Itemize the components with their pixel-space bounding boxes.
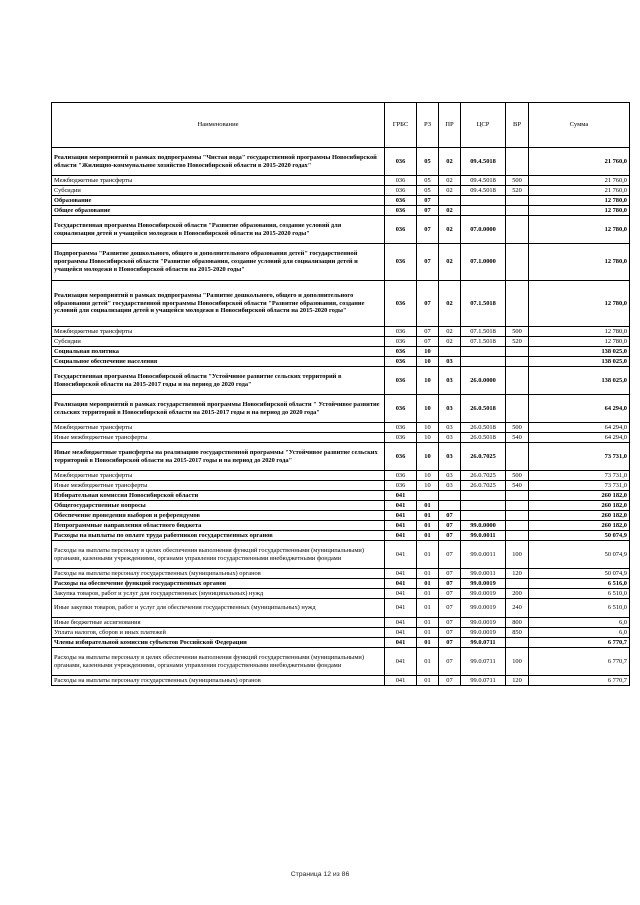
cell-name: Социальная политика xyxy=(52,347,385,357)
cell-pr: 03 xyxy=(439,367,461,395)
cell-csr: 26.0.7025 xyxy=(461,443,506,471)
cell-grbs: 036 xyxy=(385,443,417,471)
cell-vr xyxy=(506,491,529,501)
cell-grbs: 036 xyxy=(385,206,417,216)
cell-grbs: 041 xyxy=(385,541,417,569)
cell-grbs: 036 xyxy=(385,327,417,337)
table-row xyxy=(52,579,630,589)
cell-grbs: 036 xyxy=(385,148,417,176)
cell-rz xyxy=(417,491,439,501)
cell-pr: 07 xyxy=(439,648,461,676)
cell-name: Расходы на выплаты персоналу государственных (муниципальных) органов xyxy=(52,676,385,686)
cell-csr: 26.0.5018 xyxy=(461,395,506,423)
cell-grbs: 036 xyxy=(385,471,417,481)
table-header-row xyxy=(52,103,630,148)
col-header-grbs: ГРБС xyxy=(385,103,417,148)
cell-sum: 12 780,0 xyxy=(529,327,630,337)
cell-vr: 120 xyxy=(506,676,529,686)
cell-sum: 260 182,0 xyxy=(529,511,630,521)
cell-grbs: 041 xyxy=(385,676,417,686)
cell-name: Непрограммные направления областного бюджета xyxy=(52,521,385,531)
cell-grbs: 036 xyxy=(385,281,417,327)
cell-pr: 03 xyxy=(439,423,461,433)
table-row xyxy=(52,357,630,367)
cell-pr: 03 xyxy=(439,433,461,443)
cell-vr xyxy=(506,216,529,244)
cell-sum: 50 074,9 xyxy=(529,531,630,541)
cell-vr xyxy=(506,244,529,281)
cell-name: Межбюджетные трансферты xyxy=(52,176,385,186)
cell-vr xyxy=(506,395,529,423)
cell-vr: 540 xyxy=(506,433,529,443)
cell-name: Межбюджетные трансферты xyxy=(52,327,385,337)
cell-rz: 07 xyxy=(417,206,439,216)
cell-grbs: 041 xyxy=(385,531,417,541)
cell-sum: 21 760,0 xyxy=(529,148,630,176)
cell-grbs: 036 xyxy=(385,481,417,491)
cell-pr: 02 xyxy=(439,186,461,196)
table-row xyxy=(52,471,630,481)
table-row xyxy=(52,676,630,686)
cell-rz: 07 xyxy=(417,244,439,281)
cell-name: Избирательная комиссия Новосибирской области xyxy=(52,491,385,501)
cell-sum: 6 770,7 xyxy=(529,648,630,676)
cell-pr: 07 xyxy=(439,569,461,579)
cell-sum: 6 516,0 xyxy=(529,579,630,589)
cell-grbs: 041 xyxy=(385,521,417,531)
cell-vr: 500 xyxy=(506,327,529,337)
cell-rz: 05 xyxy=(417,186,439,196)
cell-sum: 64 294,0 xyxy=(529,433,630,443)
cell-grbs: 036 xyxy=(385,196,417,206)
cell-csr: 26.0.5018 xyxy=(461,423,506,433)
cell-vr: 500 xyxy=(506,471,529,481)
cell-vr: 100 xyxy=(506,541,529,569)
cell-csr xyxy=(461,501,506,511)
col-header-vr: ВР xyxy=(506,103,529,148)
col-header-csr: ЦСР xyxy=(461,103,506,148)
table-row xyxy=(52,337,630,347)
cell-csr xyxy=(461,206,506,216)
cell-pr: 03 xyxy=(439,481,461,491)
cell-rz: 05 xyxy=(417,148,439,176)
cell-grbs: 036 xyxy=(385,337,417,347)
cell-name: Межбюджетные трансферты xyxy=(52,471,385,481)
cell-vr xyxy=(506,347,529,357)
cell-vr xyxy=(506,521,529,531)
cell-sum: 6,0 xyxy=(529,628,630,638)
table-row xyxy=(52,176,630,186)
cell-csr: 99.0.0019 xyxy=(461,599,506,618)
cell-rz: 10 xyxy=(417,367,439,395)
cell-csr xyxy=(461,511,506,521)
cell-pr: 07 xyxy=(439,628,461,638)
cell-grbs: 036 xyxy=(385,395,417,423)
cell-sum: 64 294,0 xyxy=(529,395,630,423)
cell-pr: 03 xyxy=(439,395,461,423)
table-row xyxy=(52,186,630,196)
cell-grbs: 036 xyxy=(385,423,417,433)
cell-csr: 09.4.5018 xyxy=(461,148,506,176)
cell-sum: 138 025,0 xyxy=(529,347,630,357)
cell-grbs: 041 xyxy=(385,599,417,618)
cell-vr xyxy=(506,443,529,471)
cell-name: Иные бюджетные ассигнования xyxy=(52,618,385,628)
cell-pr: 02 xyxy=(439,176,461,186)
cell-rz: 01 xyxy=(417,599,439,618)
cell-grbs: 041 xyxy=(385,618,417,628)
table-row xyxy=(52,599,630,618)
cell-rz: 01 xyxy=(417,589,439,599)
cell-sum: 64 294,0 xyxy=(529,423,630,433)
cell-pr: 07 xyxy=(439,638,461,648)
cell-pr xyxy=(439,491,461,501)
cell-grbs: 036 xyxy=(385,433,417,443)
cell-grbs: 036 xyxy=(385,176,417,186)
cell-rz: 07 xyxy=(417,337,439,347)
cell-pr: 07 xyxy=(439,589,461,599)
cell-rz: 05 xyxy=(417,176,439,186)
cell-csr: 99.0.0011 xyxy=(461,569,506,579)
cell-sum: 21 760,0 xyxy=(529,176,630,186)
cell-sum: 138 025,0 xyxy=(529,367,630,395)
cell-sum: 12 780,0 xyxy=(529,196,630,206)
cell-vr xyxy=(506,531,529,541)
cell-sum: 73 731,0 xyxy=(529,443,630,471)
cell-pr: 02 xyxy=(439,337,461,347)
cell-pr: 02 xyxy=(439,327,461,337)
cell-rz: 01 xyxy=(417,511,439,521)
table-row xyxy=(52,206,630,216)
cell-name: Государственная программа Новосибирской области "Устойчивое развитие сельских территорий в Новосибирской области на 2015-2017 годы и на период до 2020 года" xyxy=(52,367,385,395)
cell-rz: 07 xyxy=(417,196,439,206)
cell-vr xyxy=(506,638,529,648)
cell-csr: 07.0.0000 xyxy=(461,216,506,244)
cell-grbs: 041 xyxy=(385,628,417,638)
table-row xyxy=(52,148,630,176)
cell-grbs: 041 xyxy=(385,589,417,599)
cell-vr xyxy=(506,357,529,367)
table-row xyxy=(52,501,630,511)
table-row xyxy=(52,244,630,281)
cell-pr: 02 xyxy=(439,206,461,216)
cell-pr: 03 xyxy=(439,471,461,481)
cell-vr: 520 xyxy=(506,337,529,347)
cell-rz: 01 xyxy=(417,648,439,676)
cell-sum: 12 780,0 xyxy=(529,337,630,347)
cell-sum: 50 074,9 xyxy=(529,569,630,579)
cell-name: Члены избирательной комиссии субъектов Российской Федерации xyxy=(52,638,385,648)
cell-vr: 200 xyxy=(506,589,529,599)
table-row xyxy=(52,521,630,531)
cell-pr: 02 xyxy=(439,281,461,327)
cell-name: Образование xyxy=(52,196,385,206)
cell-csr: 99.0.0011 xyxy=(461,541,506,569)
cell-rz: 01 xyxy=(417,618,439,628)
cell-csr: 07.1.5018 xyxy=(461,281,506,327)
cell-vr xyxy=(506,281,529,327)
cell-csr: 07.1.5018 xyxy=(461,327,506,337)
cell-pr: 07 xyxy=(439,676,461,686)
table-row xyxy=(52,395,630,423)
cell-csr: 09.4.5018 xyxy=(461,186,506,196)
cell-csr: 99.0.0019 xyxy=(461,589,506,599)
cell-sum: 12 780,0 xyxy=(529,216,630,244)
table-row xyxy=(52,628,630,638)
cell-pr: 07 xyxy=(439,618,461,628)
col-header-sum: Сумма xyxy=(529,103,630,148)
cell-pr xyxy=(439,347,461,357)
cell-rz: 07 xyxy=(417,327,439,337)
cell-vr: 800 xyxy=(506,618,529,628)
cell-sum: 260 182,0 xyxy=(529,491,630,501)
cell-csr: 26.0.7025 xyxy=(461,481,506,491)
cell-csr: 99.0.0019 xyxy=(461,579,506,589)
cell-name: Межбюджетные трансферты xyxy=(52,423,385,433)
table-row xyxy=(52,327,630,337)
cell-csr: 26.0.0000 xyxy=(461,367,506,395)
budget-table xyxy=(51,102,630,686)
cell-vr xyxy=(506,501,529,511)
cell-rz: 01 xyxy=(417,628,439,638)
cell-vr xyxy=(506,579,529,589)
cell-sum: 138 025,0 xyxy=(529,357,630,367)
cell-rz: 10 xyxy=(417,433,439,443)
cell-rz: 10 xyxy=(417,481,439,491)
table-row xyxy=(52,569,630,579)
cell-vr: 100 xyxy=(506,648,529,676)
cell-grbs: 041 xyxy=(385,511,417,521)
cell-name: Иные межбюджетные трансферты xyxy=(52,433,385,443)
cell-name: Иные межбюджетные трансферты xyxy=(52,481,385,491)
cell-grbs: 041 xyxy=(385,569,417,579)
cell-rz: 07 xyxy=(417,281,439,327)
cell-vr: 540 xyxy=(506,481,529,491)
cell-vr: 520 xyxy=(506,186,529,196)
cell-rz: 10 xyxy=(417,471,439,481)
cell-pr: 07 xyxy=(439,541,461,569)
cell-pr: 02 xyxy=(439,216,461,244)
cell-csr xyxy=(461,196,506,206)
cell-vr xyxy=(506,196,529,206)
cell-csr xyxy=(461,357,506,367)
cell-csr xyxy=(461,491,506,501)
cell-name: Уплата налогов, сборов и иных платежей xyxy=(52,628,385,638)
cell-rz: 10 xyxy=(417,423,439,433)
budget-table-page xyxy=(51,102,629,686)
cell-grbs: 036 xyxy=(385,186,417,196)
table-body xyxy=(52,148,630,686)
cell-vr: 500 xyxy=(506,176,529,186)
cell-sum: 12 780,0 xyxy=(529,244,630,281)
cell-pr: 07 xyxy=(439,599,461,618)
cell-pr: 02 xyxy=(439,148,461,176)
cell-vr: 240 xyxy=(506,599,529,618)
cell-name: Иные закупки товаров, работ и услуг для обеспечения государственных (муниципальных) нужд xyxy=(52,599,385,618)
cell-grbs: 036 xyxy=(385,367,417,395)
cell-pr: 07 xyxy=(439,511,461,521)
cell-name: Расходы на выплаты персоналу государственных (муниципальных) органов xyxy=(52,569,385,579)
cell-rz: 01 xyxy=(417,676,439,686)
cell-sum: 260 182,0 xyxy=(529,521,630,531)
cell-sum: 21 760,0 xyxy=(529,186,630,196)
table-row xyxy=(52,541,630,569)
cell-rz: 10 xyxy=(417,395,439,423)
table-row xyxy=(52,367,630,395)
cell-name: Обеспечение проведения выборов и референдумов xyxy=(52,511,385,521)
cell-name: Закупка товаров, работ и услуг для государственных (муниципальных) нужд xyxy=(52,589,385,599)
cell-name: Расходы на выплаты по оплате труда работников государственных органов xyxy=(52,531,385,541)
cell-sum: 6 770,7 xyxy=(529,676,630,686)
table-row xyxy=(52,481,630,491)
cell-csr: 26.0.5018 xyxy=(461,433,506,443)
cell-name: Расходы на обеспечение функций государственных органов xyxy=(52,579,385,589)
cell-name: Субсидии xyxy=(52,186,385,196)
col-header-name: Наименование xyxy=(52,103,385,148)
cell-sum: 6 510,0 xyxy=(529,589,630,599)
cell-rz: 10 xyxy=(417,347,439,357)
cell-grbs: 036 xyxy=(385,347,417,357)
cell-grbs: 036 xyxy=(385,357,417,367)
cell-csr: 07.1.5018 xyxy=(461,337,506,347)
cell-sum: 73 731,0 xyxy=(529,471,630,481)
cell-rz: 10 xyxy=(417,357,439,367)
table-row xyxy=(52,491,630,501)
cell-vr: 500 xyxy=(506,423,529,433)
cell-rz: 10 xyxy=(417,443,439,471)
cell-vr: 850 xyxy=(506,628,529,638)
cell-pr: 03 xyxy=(439,357,461,367)
cell-csr: 99.0.0711 xyxy=(461,676,506,686)
cell-csr: 99.0.0000 xyxy=(461,521,506,531)
cell-grbs: 041 xyxy=(385,501,417,511)
cell-csr: 07.1.0000 xyxy=(461,244,506,281)
cell-sum: 6,0 xyxy=(529,618,630,628)
cell-csr: 99.0.0711 xyxy=(461,638,506,648)
cell-csr: 99.0.0011 xyxy=(461,531,506,541)
table-row xyxy=(52,648,630,676)
table-row xyxy=(52,347,630,357)
cell-name: Реализация мероприятий в рамках подпрограммы "Развитие дошкольного, общего и дополнительного образования детей" государственной программы Новосибирской области "Развитие образования, создание условий для социализации детей и учащейся молодежи в Новосибирской области на 2015-2020 годы" xyxy=(52,281,385,327)
table-row xyxy=(52,281,630,327)
cell-pr: 02 xyxy=(439,244,461,281)
cell-rz: 01 xyxy=(417,569,439,579)
cell-vr xyxy=(506,148,529,176)
page-number: Страница 12 из 86 xyxy=(290,871,350,878)
cell-vr xyxy=(506,511,529,521)
table-row xyxy=(52,531,630,541)
cell-sum: 260 182,0 xyxy=(529,501,630,511)
cell-name: Общее образование xyxy=(52,206,385,216)
cell-sum: 73 731,0 xyxy=(529,481,630,491)
table-row xyxy=(52,196,630,206)
cell-grbs: 041 xyxy=(385,579,417,589)
table-row xyxy=(52,638,630,648)
cell-csr: 26.0.7025 xyxy=(461,471,506,481)
cell-name: Расходы на выплаты персоналу в целях обеспечения выполнения функций государственными (муниципальными) органами, казенными учреждениями, органами управления государственными внебюджетными фондами xyxy=(52,648,385,676)
cell-sum: 12 780,0 xyxy=(529,281,630,327)
cell-name: Расходы на выплаты персоналу в целях обеспечения выполнения функций государственными (муниципальными) органами, казенными учреждениями, органами управления государственными внебюджетными фондами xyxy=(52,541,385,569)
cell-name: Подпрограмма "Развитие дошкольного, общего и дополнительного образования детей" государственной программы Новосибирской области "Развитие образования, создание условий для социализации детей и учащейся молодежи в Новосибирской области на 2015-2020 годы" xyxy=(52,244,385,281)
cell-rz: 01 xyxy=(417,541,439,569)
table-row xyxy=(52,423,630,433)
cell-grbs: 041 xyxy=(385,638,417,648)
cell-csr xyxy=(461,347,506,357)
table-row xyxy=(52,589,630,599)
cell-rz: 07 xyxy=(417,216,439,244)
cell-grbs: 036 xyxy=(385,216,417,244)
table-row xyxy=(52,216,630,244)
cell-csr: 99.0.0019 xyxy=(461,628,506,638)
table-row xyxy=(52,443,630,471)
cell-name: Реализация мероприятий в рамках подпрограммы "Чистая вода" государственной программы Новосибирской области "Жилищно-коммунальное хозяйство Новосибирской области в 2015-2020 годах" xyxy=(52,148,385,176)
cell-grbs: 041 xyxy=(385,648,417,676)
cell-rz: 01 xyxy=(417,638,439,648)
cell-name: Государственная программа Новосибирской области "Развитие образования, создание условий для социализации детей и учащейся молодежи в Новосибирской области на 2015-2020 годы" xyxy=(52,216,385,244)
cell-name: Иные межбюджетные трансферты на реализацию государственной программы "Устойчивое развитие сельских территорий в Новосибирской области на 2015-2017 годы и на период до 2020 года" xyxy=(52,443,385,471)
cell-rz: 01 xyxy=(417,531,439,541)
cell-name: Общегосударственные вопросы xyxy=(52,501,385,511)
cell-pr: 07 xyxy=(439,579,461,589)
cell-pr xyxy=(439,501,461,511)
cell-grbs: 041 xyxy=(385,491,417,501)
cell-sum: 50 074,9 xyxy=(529,541,630,569)
cell-rz: 01 xyxy=(417,521,439,531)
cell-csr: 99.0.0019 xyxy=(461,618,506,628)
cell-pr: 03 xyxy=(439,443,461,471)
cell-csr: 99.0.0711 xyxy=(461,648,506,676)
cell-grbs: 036 xyxy=(385,244,417,281)
cell-vr xyxy=(506,367,529,395)
table-row xyxy=(52,433,630,443)
cell-vr xyxy=(506,206,529,216)
cell-name: Реализация мероприятий в рамках государственной программы Новосибирской области " Устойчивое развитие сельских территорий в Новосибирской области на 2015-2017 годы и на период до 2020 года" xyxy=(52,395,385,423)
cell-pr xyxy=(439,196,461,206)
cell-sum: 6 770,7 xyxy=(529,638,630,648)
cell-sum: 6 510,0 xyxy=(529,599,630,618)
table-row xyxy=(52,618,630,628)
cell-csr: 09.4.5018 xyxy=(461,176,506,186)
cell-rz: 01 xyxy=(417,579,439,589)
cell-vr: 120 xyxy=(506,569,529,579)
cell-sum: 12 780,0 xyxy=(529,206,630,216)
cell-name: Социальное обеспечение населения xyxy=(52,357,385,367)
cell-rz: 01 xyxy=(417,501,439,511)
cell-pr: 07 xyxy=(439,521,461,531)
cell-pr: 07 xyxy=(439,531,461,541)
col-header-rz: РЗ xyxy=(417,103,439,148)
table-row xyxy=(52,511,630,521)
col-header-pr: ПР xyxy=(439,103,461,148)
cell-name: Субсидии xyxy=(52,337,385,347)
